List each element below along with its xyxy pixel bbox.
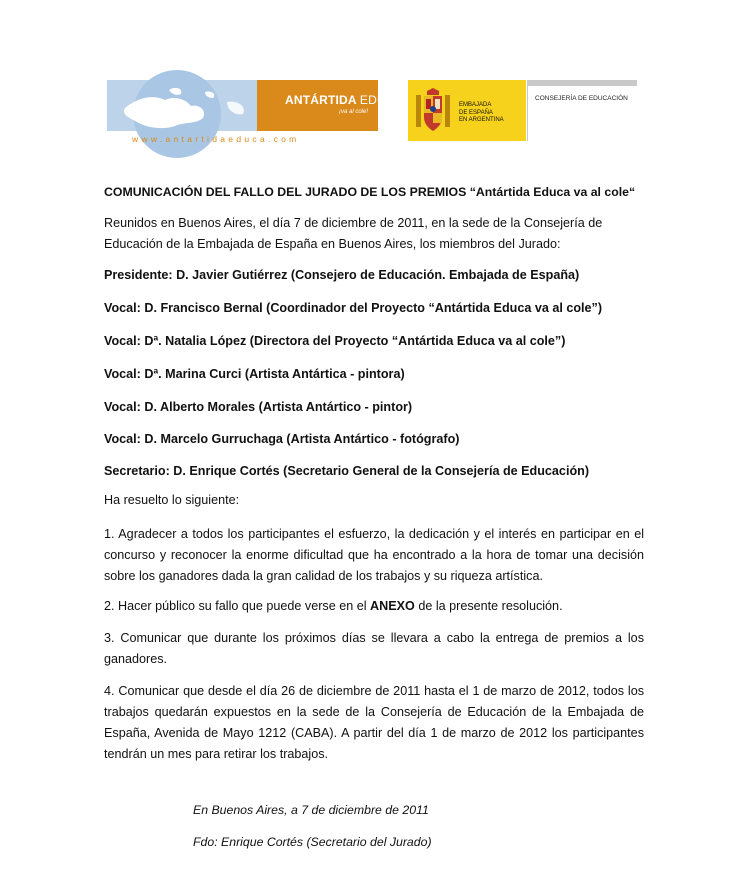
embajada-line: EN ARGENTINA: [459, 117, 504, 123]
consejeria-vertical-divider: [527, 86, 528, 141]
brand-tagline: ¡va al cole!: [339, 109, 369, 115]
jury-member: Vocal: Dª. Marina Curci (Artista Antártica - pintora): [104, 367, 405, 381]
consejeria-divider: [527, 80, 637, 86]
embajada-line: DE ESPAÑA: [459, 109, 493, 116]
jury-member: Vocal: Dª. Natalia López (Directora del Proyecto “Antártida Educa va al cole”): [104, 334, 566, 348]
globe-map-icon: [107, 80, 257, 131]
document-title: COMUNICACIÓN DEL FALLO DEL JURADO DE LOS PREMIOS “Antártida Educa va al cole“: [104, 185, 636, 199]
spain-coat-of-arms-icon: [414, 87, 452, 135]
jury-member: Secretario: D. Enrique Cortés (Secretario General de la Consejería de Educación): [104, 464, 590, 478]
jury-member: Vocal: D. Alberto Morales (Artista Antártico - pintor): [104, 400, 413, 414]
point-2-text: 2. Hacer público su fallo que puede verse en el: [104, 599, 371, 613]
resolution-intro: Ha resuelto lo siguiente:: [104, 493, 240, 507]
embajada-espana-logo: [408, 80, 526, 141]
antartida-educa-logo: [107, 80, 403, 131]
antartida-educa-brand: [285, 93, 403, 107]
embajada-line: EMBAJADA: [459, 102, 492, 108]
resolution-point-1: 1. Agradecer a todos los participantes el esfuerzo, la dedicación y el interés en participar en el concurso y reconocer la enorme dificultad que ha encontrado a la hora de tomar una decisión sobre los ganadores dada la gran calidad de los trabajos y su riqueza artística.: [104, 527, 644, 583]
website-url: www.antartidaeduca.com: [132, 134, 300, 144]
jury-member: Presidente: D. Javier Gutiérrez (Consejero de Educación. Embajada de España): [104, 268, 580, 282]
resolution-point-4: 4. Comunicar que desde el día 26 de diciembre de 2011 hasta el 1 de marzo de 2012, todos los trabajos quedarán expuestos en la sede de la Consejería de Educación de la Embajada de España, Avenida de Mayo 1212 (CABA). A partir del día 1 de marzo de 2012 los participantes tendrán un mes para retirar los trabajos.: [104, 684, 644, 761]
consejeria-label: CONSEJERÍA DE EDUCACIÓN: [535, 95, 628, 102]
signed-by: Fdo: Enrique Cortés (Secretario del Jurado): [193, 835, 432, 849]
resolution-point-2: [104, 596, 644, 617]
point-2-text: de la presente resolución.: [414, 599, 563, 613]
jury-member: Vocal: D. Marcelo Gurruchaga (Artista Antártico - fotógrafo): [104, 432, 460, 446]
brand-bold-text: ANTÁRTIDA: [285, 93, 357, 107]
brand-light-text: EDUCA: [359, 93, 403, 107]
jury-member: Vocal: D. Francisco Bernal (Coordinador del Proyecto “Antártida Educa va al cole”): [104, 301, 603, 315]
place-date: En Buenos Aires, a 7 de diciembre de 2011: [193, 803, 429, 817]
resolution-point-3: 3. Comunicar que durante los próximos días se llevara a cabo la entrega de premios a los ganadores.: [104, 631, 644, 666]
annex-reference: ANEXO: [370, 599, 415, 613]
embajada-text: [459, 102, 504, 125]
intro-paragraph: Reunidos en Buenos Aires, el día 7 de diciembre de 2011, en la sede de la Consejería de Educación de la Embajada de España en Buenos Aires, los miembros del Jurado:: [104, 216, 603, 251]
